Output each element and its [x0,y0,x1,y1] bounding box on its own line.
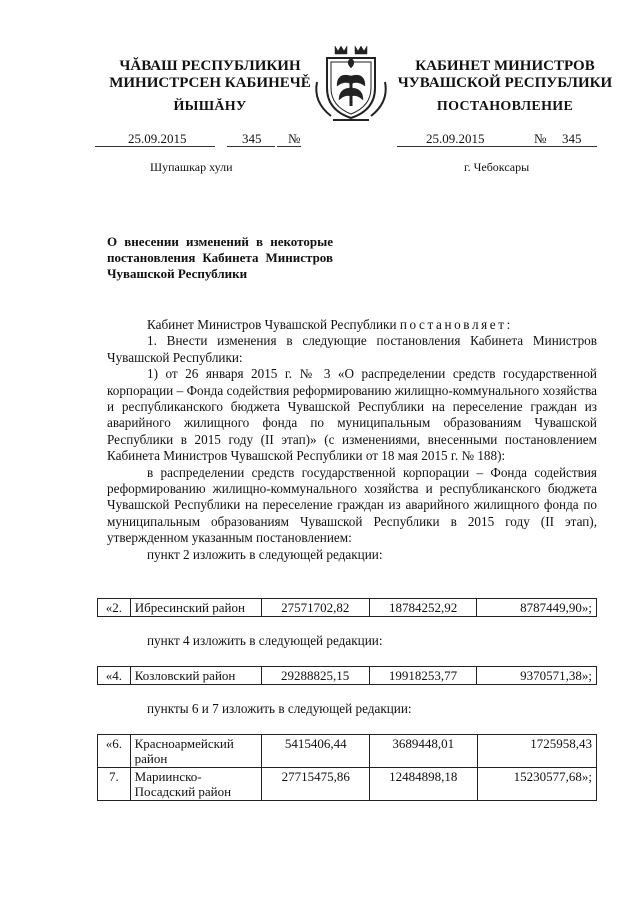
table-items-6-7 [97,734,597,801]
cell-fund: 12484898,18 [370,768,478,801]
cell-fund: 19918253,77 [369,667,477,685]
paragraph-3: в распределении средств государственной корпорации – Фонда содействия реформированию жилищно-коммунального хозяйства и республиканского бюджета Чувашской Республики на переселение граждан из аварийного жилищного фонда по муниципальным образованиям Чувашской Республики в 2015 году (II этап), утвержденном указанным постановлением: [107,464,597,546]
cell-budget: 9370571,38»; [477,667,597,685]
cell-district: Ибресинский район [130,599,261,617]
paragraph-6: пункты 6 и 7 изложить в следующей редакции: [147,701,412,716]
table-row [98,667,597,685]
paragraph-2: 1) от 26 января 2015 г. № 3 «О распределении средств государственной корпорации – Фонда содействия реформированию жилищно-коммунального хозяйства и республиканского бюджета Чувашской Республики на переселение граждан из аварийного жилищного фонда по муниципальным образованиям Чувашской Республики в 2015 году (II этап)» (с изменениями, внесенными постановлением Кабинета Министров Чувашской Республики от 18 мая 2015 г. № 188): [107,366,597,464]
cell-number: «6. [98,735,131,768]
table-row [98,768,597,801]
cell-number: «4. [98,667,131,685]
cell-number: 7. [98,768,131,801]
header-left-block [95,58,325,92]
date-right: 25.09.2015 [426,131,485,146]
cell-fund: 3689448,01 [370,735,478,768]
preamble-text: Кабинет Министров Чувашской Республики [147,317,397,332]
table-item-4 [97,666,597,685]
cell-budget: 1725958,43 [477,735,596,768]
header-left-line2: МИНИСТРСЕН КАБИНЕЧĚ [109,75,311,91]
number-sign-right: № [534,131,547,146]
table-row [98,735,597,768]
number-sign-left: № [288,131,301,146]
cell-total: 29288825,15 [261,667,369,685]
header-right-block [385,58,625,92]
cell-total: 5415406,44 [262,735,370,768]
number-right: 345 [562,131,582,146]
cell-total: 27715475,86 [262,768,370,801]
place-right: г. Чебоксары [464,160,530,174]
cell-number: «2. [98,599,131,617]
number-line-right [397,131,597,147]
doc-type-left: ЙЫШĂНУ [173,99,247,114]
coat-of-arms-emblem [311,42,391,124]
date-left: 25.09.2015 [128,131,187,146]
doc-type-right: ПОСТАНОВЛЕНИЕ [436,99,574,114]
header-right-line2: ЧУВАШСКОЙ РЕСПУБЛИКИ [397,75,613,91]
number-line-left [95,131,325,147]
document-body [107,317,597,563]
cell-district: Козловский район [130,667,261,685]
document-title: О внесении изменений в некоторые постановления Кабинета Министров Чувашской Республики [107,234,333,281]
cell-budget: 15230577,68»; [477,768,596,801]
table-item-2 [97,598,597,617]
header-right-line1: КАБИНЕТ МИНИСТРОВ [415,58,595,74]
cell-total: 27571702,82 [261,599,369,617]
preamble-verb: постановляет: [399,317,513,332]
cell-budget: 8787449,90»; [477,599,597,617]
paragraph-1: 1. Внести изменения в следующие постановления Кабинета Министров Чувашской Республики: [107,333,597,365]
paragraph-5: пункт 4 изложить в следующей редакции: [147,633,383,648]
header-left-line1: ЧĂВАШ РЕСПУБЛИКИН [119,58,301,74]
cell-district: Красноармейский район [130,735,262,768]
number-left: 345 [242,131,262,146]
table-row [98,599,597,617]
place-left: Шупашкар хули [150,160,233,174]
cell-district: Мариинско-Посадский район [130,768,262,801]
paragraph-4: пункт 2 изложить в следующей редакции: [147,546,383,562]
cell-fund: 18784252,92 [369,599,477,617]
paragraph-preamble [107,317,597,333]
